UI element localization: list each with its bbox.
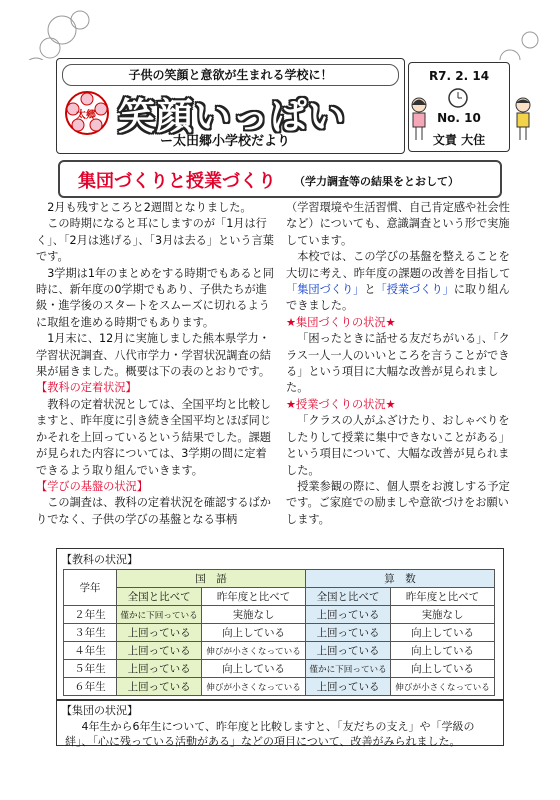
text-span: と: [364, 283, 376, 297]
table-cell: 上回っている: [117, 660, 202, 678]
paragraph: 「クラスの人がふざけたり、おしゃべりをしたりして授業に集中できないことがある」という項目について、大幅な改善が見られました。: [286, 414, 510, 477]
paragraph: 教科の定着状況としては、全国平均と比較しますと、昨年度に引き続き全国平均とほぼ同じかそれを上回っているという結果でした。課題が見られた内容については、3学期の間に定着できるよう取り組んでいきます。: [36, 397, 271, 477]
table-cell: 向上している: [202, 660, 306, 678]
table-cell: ３年生: [64, 624, 117, 642]
table-cell: 向上している: [391, 642, 495, 660]
table-cell: 上回っている: [305, 606, 390, 624]
boy-illustration-icon: [512, 96, 534, 142]
table-cell: 上回っている: [305, 642, 390, 660]
group-caption: 【集団の状況】: [61, 704, 138, 717]
highlight-text: 「集団づくり」: [286, 283, 365, 297]
highlight-text: 「授業づくり」: [375, 283, 454, 297]
table-header: 昨年度と比べて: [391, 588, 495, 606]
table-header: 全国と比べて: [305, 588, 390, 606]
table-cell: 上回っている: [117, 624, 202, 642]
paragraph: この調査は、教科の定着状況を確認するばかりでなく、子供の学びの基盤となる事柄: [36, 496, 271, 526]
newsletter-subtitle: ー太田郷小学校だより: [160, 134, 291, 149]
text-span: 本校では、この学びの基盤を整えることを大切に考え、昨年度の課題の改善を目指して: [286, 250, 511, 280]
table-cell: 僅かに下回っている: [305, 660, 390, 678]
article-subheading: （学力調査等の結果をとおして）: [294, 175, 459, 188]
table-row: [64, 606, 495, 624]
section-heading: ★集団づくりの状況★: [286, 315, 396, 329]
school-badge: [64, 90, 110, 136]
table-cell: 上回っている: [305, 678, 390, 696]
table-cell: 実施なし: [202, 606, 306, 624]
clock-icon: [447, 87, 469, 113]
table-cell: 向上している: [391, 660, 495, 678]
table-cell: 向上している: [202, 624, 306, 642]
table-row: [64, 624, 495, 642]
section-heading: 【教科の定着状況】: [36, 381, 137, 395]
girl-illustration-icon: [408, 96, 430, 142]
table-header: 学年: [64, 570, 117, 606]
group-text: 4年生から6年生について、昨年度と比較しますと、「友だちの支え」や「学級の絆」、「心に残っている活動がある」などの項目について、改善がみられました。: [65, 720, 475, 748]
group-status-box: [56, 700, 504, 746]
table-cell: ２年生: [64, 606, 117, 624]
paragraph: [286, 249, 518, 315]
results-table: [63, 569, 495, 696]
issue-number: No. 10: [437, 111, 481, 125]
section-heading: ★授業づくりの状況★: [286, 397, 396, 411]
subject-header: 国 語: [117, 570, 306, 588]
article-heading: 集団づくりと授業づくり: [78, 171, 276, 192]
table-cell: 上回っている: [117, 642, 202, 660]
right-column: [286, 200, 518, 528]
table-cell: 伸びが小さくなっている: [202, 678, 306, 696]
table-cell: 僅かに下回っている: [117, 606, 202, 624]
subject-header: 算 数: [305, 570, 494, 588]
section-heading: 【学びの基盤の状況】: [36, 479, 148, 493]
author: 文責 大住: [432, 133, 486, 147]
table-cell: 伸びが小さくなっている: [202, 642, 306, 660]
results-table-box: [56, 548, 504, 700]
table-cell: 上回っている: [305, 624, 390, 642]
table-caption: 【教科の状況】: [61, 553, 138, 566]
issue-date: R7. 2. 14: [428, 69, 490, 83]
paragraph: この時期になると耳にしますのが「1月は行く」、「2月は逃げる」、「3月は去る」という言葉です。: [36, 217, 274, 264]
text-span: に取り組んできました。: [286, 283, 510, 313]
paragraph: 2月も残すところと2週間となりました。: [47, 201, 252, 214]
table-cell: ５年生: [64, 660, 117, 678]
paragraph: 授業参観の際に、個人票をお渡しする予定です。ご家庭での励ましや意欲づけをお願いします。: [286, 479, 510, 526]
flower-decoration: [0, 0, 560, 60]
table-cell: 伸びが小さくなっている: [391, 678, 495, 696]
table-row: [64, 660, 495, 678]
slogan: 子供の笑顔と意欲が生まれる学校に！: [62, 64, 399, 86]
left-column: [36, 200, 276, 528]
newsletter-title: 笑顔いっぱい: [118, 95, 346, 138]
table-header: 全国と比べて: [117, 588, 202, 606]
table-cell: ６年生: [64, 678, 117, 696]
table-cell: 上回っている: [117, 678, 202, 696]
table-header: 昨年度と比べて: [202, 588, 306, 606]
table-cell: 向上している: [391, 624, 495, 642]
table-row: [64, 642, 495, 660]
table-cell: 実施なし: [391, 606, 495, 624]
table-row: [64, 678, 495, 696]
badge-text: 太郷: [76, 110, 96, 121]
paragraph: 「困ったときに話せる友だちがいる」、「クラス一人一人のいいところを言うことができる」という項目に大幅な改善が見られました。: [286, 332, 510, 395]
table-cell: ４年生: [64, 642, 117, 660]
paragraph: （学習環境や生活習慣、自己肯定感や社会性など）についても、意識調査という形で実施しています。: [286, 201, 510, 247]
paragraph: 1月末に、12月に実施しました熊本県学力・学習状況調査、八代市学力・学習状況調査の結果が届きました。概要は下の表のとおりです。: [36, 332, 271, 379]
paragraph: 3学期は1年のまとめをする時期でもあると同時に、新年度の0学期でもあり、子供たちが進級・進学後のスタートをスムーズに切れるように取組を進める時期でもあります。: [36, 266, 274, 329]
